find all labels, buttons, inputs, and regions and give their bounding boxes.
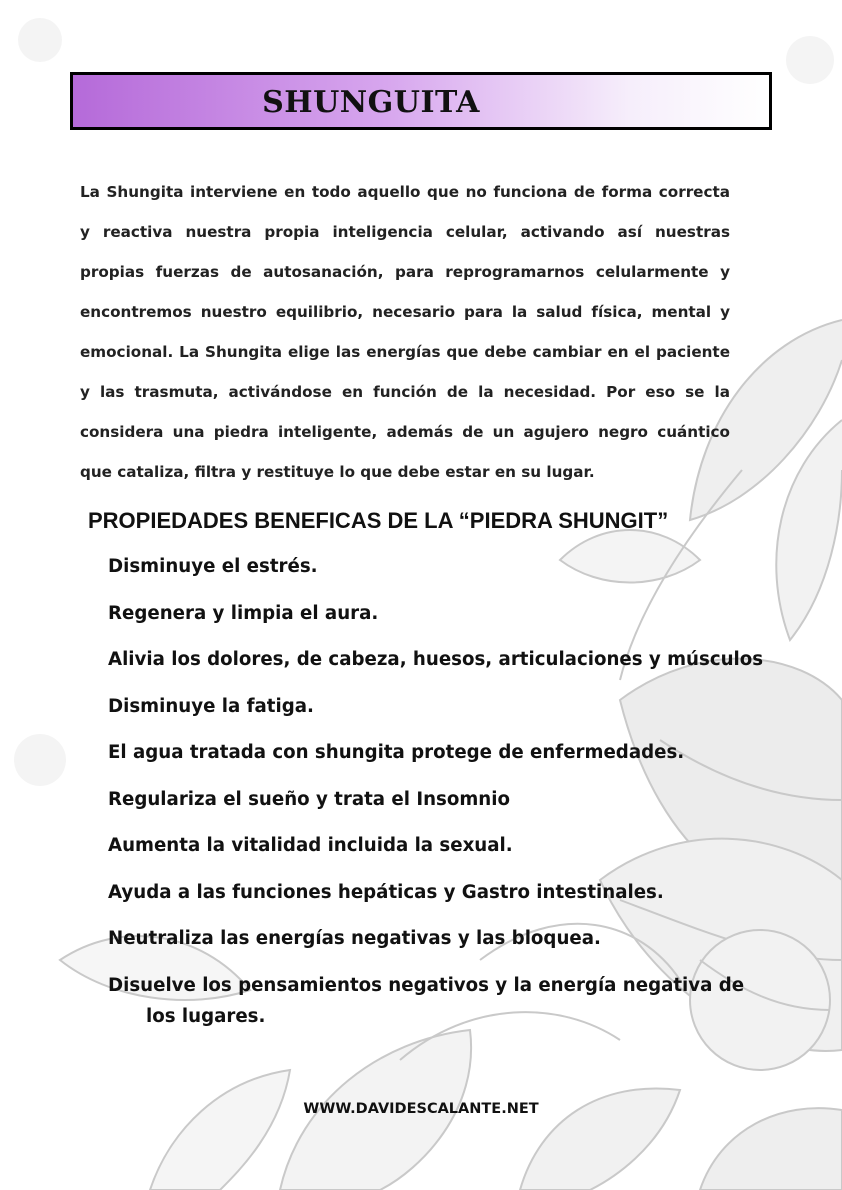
properties-heading: PROPIEDADES BENEFICAS DE LA “PIEDRA SHUNGIT” bbox=[88, 508, 669, 533]
property-item: El agua tratada con shungita protege de enfermedades. bbox=[108, 742, 685, 763]
property-item: Disuelve los pensamientos negativos y la energía negativa de los lugares. bbox=[108, 974, 745, 1027]
page-title: SHUNGUITA bbox=[262, 85, 480, 120]
intro-paragraph: La Shungita interviene en todo aquello que no funciona de forma correcta y reactiva nuestra propia inteligencia celular, activando así nuestras propias fuerzas de autosanación, para reprogramarnos celularmente y encontremos nuestro equilibrio, necesario para la salud física, mental y emocional. La Shungita elige las energías que debe cambiar en el paciente y las trasmuta, activándose en función de la necesidad. Por eso se la considera una piedra inteligente, además de un agujero negro cuántico que cataliza, filtra y restituye lo que debe estar en su lugar. bbox=[80, 183, 730, 481]
property-item: Disminuye la fatiga. bbox=[108, 695, 314, 717]
property-item: Neutraliza las energías negativas y las bloquea. bbox=[108, 928, 601, 949]
property-item: Regulariza el sueño y trata el Insomnio bbox=[108, 788, 510, 810]
property-item: Ayuda a las funciones hepáticas y Gastro intestinales. bbox=[108, 881, 664, 903]
property-item: Alivia los dolores, de cabeza, huesos, articulaciones y músculos bbox=[108, 649, 764, 670]
properties-list bbox=[108, 555, 768, 1032]
title-banner bbox=[70, 72, 772, 130]
property-item: Aumenta la vitalidad incluida la sexual. bbox=[108, 835, 513, 856]
footer-website: WWW.DAVIDESCALANTE.NET bbox=[303, 1101, 539, 1117]
property-item: Regenera y limpia el aura. bbox=[108, 602, 379, 624]
property-item: Disminuye el estrés. bbox=[108, 556, 318, 577]
